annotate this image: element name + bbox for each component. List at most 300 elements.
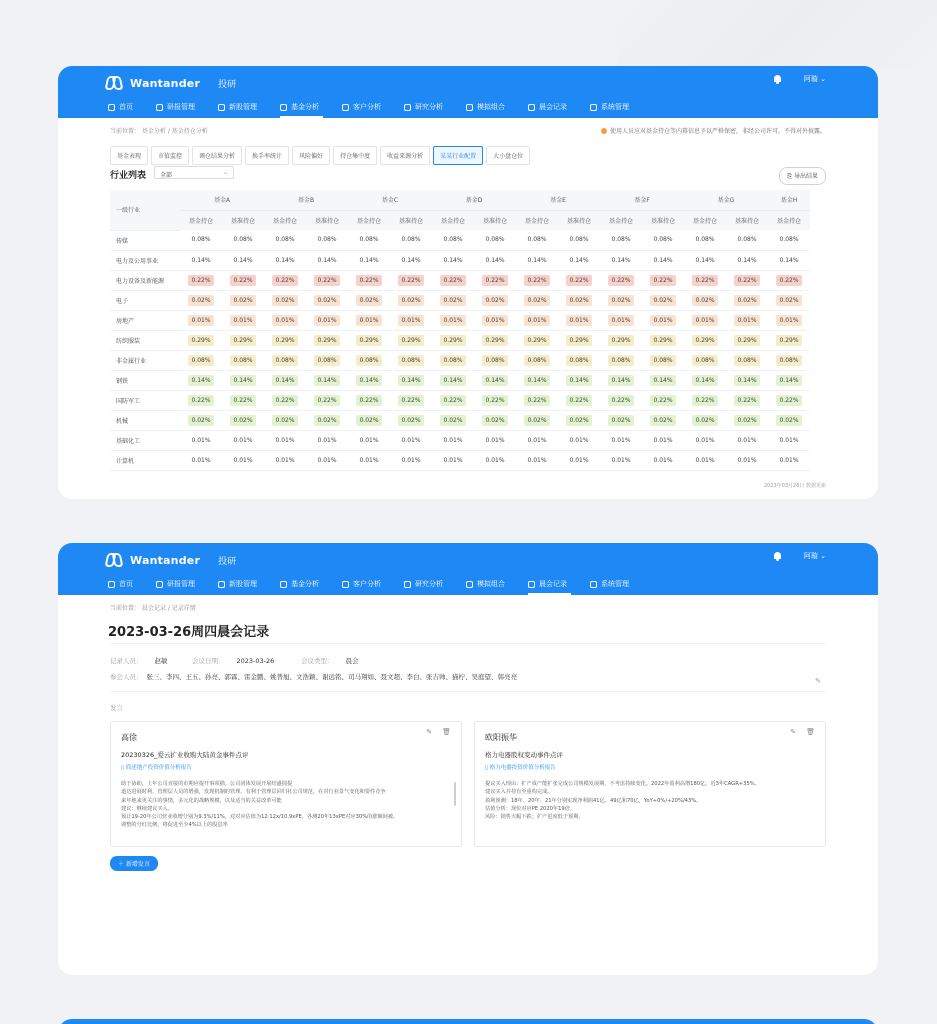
table-cell (768, 290, 810, 310)
nav-label: 客户分析 (353, 103, 381, 111)
cell-value: 0.22% (650, 395, 675, 406)
subtab-active[interactable]: 某某行业配置 (433, 146, 483, 165)
wantander-logo-icon (106, 75, 124, 91)
table-cell (474, 350, 516, 370)
table-cell (600, 450, 642, 470)
subtab[interactable]: 调仓结果分析 (192, 146, 242, 165)
cell-value: 0.08% (233, 236, 253, 244)
research-icon (404, 104, 411, 111)
nav-label: 模拟组合 (477, 580, 505, 588)
header-right (773, 551, 826, 561)
cell-value: 0.02% (398, 295, 423, 306)
chevron-down-icon: ⌄ (222, 169, 228, 176)
cell-value: 0.29% (692, 335, 717, 346)
divider (110, 643, 826, 644)
table-cell (348, 270, 390, 290)
table-cell (768, 270, 810, 290)
nav-portfolio[interactable] (466, 96, 515, 118)
table-cell (348, 250, 390, 270)
warning-icon (601, 128, 607, 134)
nav-home[interactable] (108, 573, 143, 595)
cell-value: 0.02% (272, 415, 297, 426)
nav-label: 新股管理 (229, 103, 257, 111)
fund-header: 基金C (348, 190, 432, 210)
table-cell (222, 430, 264, 450)
fund-header: 基金F (600, 190, 684, 210)
export-button[interactable] (779, 167, 826, 185)
cell-value: 0.08% (611, 236, 631, 244)
cell-value: 0.01% (356, 315, 381, 326)
nav-label: 晨会记录 (539, 103, 567, 111)
cell-value: 0.02% (356, 415, 381, 426)
table-cell (726, 310, 768, 330)
field-value: 赵敏 (154, 657, 168, 665)
table-cell (222, 390, 264, 410)
cell-value: 0.02% (524, 415, 549, 426)
breadcrumb: 当前位置： 晨会记录 / 记录详情 (110, 605, 196, 612)
cell-value: 0.01% (317, 456, 337, 464)
export-label: 导出结果 (793, 173, 818, 180)
table-cell (180, 410, 222, 430)
table-cell (558, 270, 600, 290)
nav-reports[interactable] (156, 573, 205, 595)
table-row (110, 290, 810, 310)
fund-header: 基金G (684, 190, 768, 210)
table-cell (642, 450, 684, 470)
cell-value: 0.22% (188, 395, 213, 406)
nav-client[interactable] (342, 96, 391, 118)
cell-value: 0.01% (737, 456, 757, 464)
nav-label: 客户分析 (353, 580, 381, 588)
table-cell (642, 410, 684, 430)
speech-body: 助于协助，上年公司直接的市期应提开事项描。公司团体发展开展结盛圆提 道达进展时利、管理层人员的增强，发现机制的管理。有利于管理层回归社公司规范，在对行业景气变化和要件竞争 来年地来更关注的事情，多元化的战略规模，以及适当的关益改革可能 建议：继续建议买入。 预计19-20年公司营业收增分别为9.3%/11%，对对应估值为12.12x/10.9xPE，各测20年13xPE对应30%的涨额间被。 调整的分红比例，将促进至少4%以上的股息率 (121, 781, 399, 829)
cell-value: 0.01% (695, 456, 715, 464)
table-cell (306, 310, 348, 330)
nav-meeting[interactable] (528, 573, 577, 595)
cell-value: 0.02% (314, 295, 339, 306)
cell-value: 0.08% (695, 236, 715, 244)
table-cell (264, 330, 306, 350)
nav-system[interactable] (590, 573, 639, 595)
table-cell (180, 330, 222, 350)
table-cell (768, 230, 810, 250)
cell-value: 0.01% (275, 436, 295, 444)
cell-value: 0.08% (692, 355, 717, 366)
cell-value: 0.22% (692, 275, 717, 286)
fund-header: 基金B (264, 190, 348, 210)
cell-value: 0.22% (356, 395, 381, 406)
product-name: 投研 (218, 556, 237, 567)
nav-label: 首页 (119, 580, 133, 588)
sub-column-header: 基金持仓 (768, 210, 810, 230)
cell-value: 0.08% (776, 355, 801, 366)
cell-value: 0.01% (527, 456, 547, 464)
table-cell (432, 410, 474, 430)
nav-label: 晨会记录 (539, 580, 567, 588)
meeting-icon (528, 581, 535, 588)
cell-value: 0.14% (776, 375, 801, 386)
table-cell (390, 250, 432, 270)
table-cell (474, 290, 516, 310)
table-cell (684, 330, 726, 350)
top-header (58, 543, 878, 595)
cell-value: 0.22% (230, 395, 255, 406)
scrollbar[interactable] (454, 782, 456, 806)
table-cell (432, 390, 474, 410)
cell-value: 0.08% (191, 236, 211, 244)
cell-value: 0.08% (737, 236, 757, 244)
table-cell (180, 350, 222, 370)
speech-title: 20230326_爱云扩业收购大陆黄金事件点评 (121, 751, 249, 759)
cell-value: 0.22% (734, 395, 759, 406)
cell-value: 0.29% (524, 335, 549, 346)
table-cell (642, 390, 684, 410)
table-cell (264, 230, 306, 250)
industry-name: 机械 (116, 417, 129, 425)
cell-value: 0.01% (611, 436, 631, 444)
cell-value: 0.08% (569, 236, 589, 244)
delete-icon[interactable]: 🗑 (442, 728, 451, 736)
fund-analysis-screen (58, 66, 878, 499)
industry-name: 钢铁 (116, 377, 129, 385)
nav-label: 研报管理 (167, 580, 195, 588)
cell-value: 0.29% (314, 335, 339, 346)
table-cell (306, 350, 348, 370)
cell-value: 0.22% (398, 275, 423, 286)
table-cell (684, 250, 726, 270)
table-cell (558, 310, 600, 330)
field-value: 晨会 (345, 657, 359, 665)
cell-value: 0.01% (695, 436, 715, 444)
cell-value: 0.08% (566, 355, 591, 366)
table-cell (600, 310, 642, 330)
table-cell (390, 450, 432, 470)
main-nav (108, 573, 652, 595)
speech-card (474, 721, 826, 847)
subtab[interactable]: 收益来源分析 (380, 146, 430, 165)
cell-value: 0.22% (734, 275, 759, 286)
attendees-field (110, 672, 517, 681)
sub-column-header: 基准持仓 (306, 210, 348, 230)
cell-value: 0.01% (443, 456, 463, 464)
industry-name: 房地产 (116, 317, 135, 325)
brand[interactable] (106, 75, 236, 91)
cell-value: 0.22% (272, 275, 297, 286)
table-row (110, 370, 810, 390)
subtab[interactable]: 基金表现 (110, 146, 148, 165)
cell-value: 0.22% (272, 395, 297, 406)
table-row (110, 410, 810, 430)
field-label: 会议类型： (301, 657, 334, 665)
table-cell (264, 410, 306, 430)
edit-icon[interactable]: ✎ (426, 728, 433, 736)
recorder-field (110, 656, 168, 665)
sub-column-header: 基准持仓 (726, 210, 768, 230)
cell-value: 0.29% (566, 335, 591, 346)
table-cell (684, 350, 726, 370)
table-cell (432, 310, 474, 330)
nav-label: 研究分析 (415, 580, 443, 588)
portfolio-icon (466, 581, 473, 588)
table-cell (516, 250, 558, 270)
cell-value: 0.08% (275, 236, 295, 244)
table-cell (264, 250, 306, 270)
research-icon (404, 581, 411, 588)
cell-value: 0.02% (482, 295, 507, 306)
table-cell (600, 270, 642, 290)
nav-ipo[interactable] (218, 96, 267, 118)
cell-value: 0.01% (485, 456, 505, 464)
cell-value: 0.14% (401, 256, 421, 264)
edit-icon[interactable]: ✎ (815, 677, 821, 685)
industry-table (110, 190, 810, 471)
table-cell (600, 350, 642, 370)
table-cell (516, 410, 558, 430)
table-cell (558, 230, 600, 250)
table-cell (222, 370, 264, 390)
table-cell (264, 350, 306, 370)
table-cell (516, 450, 558, 470)
table-cell (642, 230, 684, 250)
cell-value: 0.02% (566, 295, 591, 306)
table-cell (516, 330, 558, 350)
export-icon: ⎘ (787, 173, 794, 180)
cell-value: 0.14% (398, 375, 423, 386)
nav-meeting[interactable] (528, 96, 577, 118)
speaker-name: 高徐 (121, 733, 137, 742)
next-screen-preview (58, 1019, 878, 1024)
brand[interactable] (106, 552, 236, 568)
cell-value: 0.01% (737, 436, 757, 444)
table-cell (432, 330, 474, 350)
user-menu[interactable]: 阿璇 ⌄ (803, 552, 826, 560)
table-cell (726, 350, 768, 370)
table-cell (516, 270, 558, 290)
cell-value: 0.08% (524, 355, 549, 366)
table-cell (684, 370, 726, 390)
cell-value: 0.08% (608, 355, 633, 366)
cell-value: 0.02% (776, 295, 801, 306)
nav-reports[interactable] (156, 96, 205, 118)
cell-value: 0.02% (314, 415, 339, 426)
cell-value: 0.22% (776, 395, 801, 406)
cell-value: 0.01% (611, 456, 631, 464)
report-link[interactable]: ▯ 格力电器投资价值分析报告 (485, 765, 556, 771)
industry-filter-select[interactable] (154, 166, 234, 179)
nav-client[interactable] (342, 573, 391, 595)
cell-value: 0.22% (482, 395, 507, 406)
table-cell (180, 450, 222, 470)
subtab[interactable]: 持仓集中度 (333, 146, 377, 165)
table-cell (642, 310, 684, 330)
cell-value: 0.02% (230, 415, 255, 426)
add-speech-button[interactable]: ＋ 新增发言 (110, 856, 158, 871)
table-cell (264, 370, 306, 390)
speaker-name: 欧阳振华 (485, 733, 517, 742)
table-cell (726, 270, 768, 290)
client-icon (342, 104, 349, 111)
delete-icon[interactable]: 🗑 (806, 728, 815, 736)
cell-value: 0.14% (233, 256, 253, 264)
sub-column-header: 基金持仓 (684, 210, 726, 230)
table-cell (558, 410, 600, 430)
table-cell (474, 410, 516, 430)
nav-fund-analysis[interactable] (280, 96, 329, 118)
subtab[interactable]: 大小盘仓位 (486, 146, 530, 165)
table-cell (432, 430, 474, 450)
cell-value: 0.02% (692, 415, 717, 426)
subtab[interactable]: 市值监控 (151, 146, 189, 165)
table-row (110, 350, 810, 370)
table-cell (600, 330, 642, 350)
cell-value: 0.02% (776, 415, 801, 426)
cell-value: 0.14% (650, 375, 675, 386)
brand-name: Wantander (130, 553, 201, 567)
cell-value: 0.29% (482, 335, 507, 346)
nav-ipo[interactable] (218, 573, 267, 595)
table-row (110, 430, 810, 450)
industry-name: 电子 (116, 297, 129, 305)
table-cell (306, 230, 348, 250)
cell-value: 0.14% (272, 375, 297, 386)
table-cell (768, 250, 810, 270)
user-menu[interactable]: 阿璇 ⌄ (803, 75, 826, 83)
cell-value: 0.02% (272, 295, 297, 306)
table-cell (348, 410, 390, 430)
cell-value: 0.22% (440, 275, 465, 286)
cell-value: 0.01% (569, 436, 589, 444)
edit-icon[interactable]: ✎ (790, 728, 797, 736)
cell-value: 0.14% (692, 375, 717, 386)
section-label: 发言 (110, 704, 123, 712)
subtab[interactable]: 换手率统计 (245, 146, 289, 165)
cell-value: 0.01% (188, 315, 213, 326)
cell-value: 0.01% (233, 456, 253, 464)
sub-column-header: 基金持仓 (600, 210, 642, 230)
table-cell (180, 430, 222, 450)
cell-value: 0.14% (485, 256, 505, 264)
card-actions (426, 728, 451, 736)
table-cell (180, 310, 222, 330)
sub-column-header: 基金持仓 (516, 210, 558, 230)
field-value: 2023-03-26 (236, 657, 275, 665)
table-cell (264, 450, 306, 470)
nav-label: 系统管理 (601, 103, 629, 111)
table-cell (768, 390, 810, 410)
nav-research[interactable] (404, 96, 453, 118)
nav-portfolio[interactable] (466, 573, 515, 595)
table-cell (516, 370, 558, 390)
cell-value: 0.01% (233, 436, 253, 444)
fund-header: 基金H (768, 190, 810, 210)
meeting-record-screen (58, 543, 878, 975)
subtab[interactable]: 风险偏好 (292, 146, 330, 165)
table-cell (474, 250, 516, 270)
nav-system[interactable] (590, 96, 639, 118)
cell-value: 0.08% (527, 236, 547, 244)
table-cell (768, 450, 810, 470)
table-cell (516, 390, 558, 410)
table-cell (180, 370, 222, 390)
nav-research[interactable] (404, 573, 453, 595)
cell-value: 0.14% (779, 256, 799, 264)
table-cell (768, 350, 810, 370)
cell-value: 0.22% (398, 395, 423, 406)
background-decoration (617, 0, 937, 70)
table-cell (432, 350, 474, 370)
cell-value: 0.29% (398, 335, 423, 346)
type-field (301, 656, 359, 665)
cell-value: 0.01% (359, 436, 379, 444)
table-cell (222, 230, 264, 250)
nav-fund-analysis[interactable] (280, 573, 329, 595)
cell-value: 0.08% (230, 355, 255, 366)
table-cell (726, 330, 768, 350)
table-cell (726, 370, 768, 390)
cell-value: 0.14% (356, 375, 381, 386)
cell-value: 0.08% (443, 236, 463, 244)
table-cell (222, 310, 264, 330)
cell-value: 0.01% (482, 315, 507, 326)
table-cell (684, 410, 726, 430)
cell-value: 0.02% (440, 415, 465, 426)
table-row (110, 250, 810, 270)
cell-value: 0.14% (443, 256, 463, 264)
table-row (110, 330, 810, 350)
cell-value: 0.22% (566, 275, 591, 286)
table-cell (222, 270, 264, 290)
cell-value: 0.14% (482, 375, 507, 386)
nav-label: 系统管理 (601, 580, 629, 588)
table-cell (390, 310, 432, 330)
table-row (110, 270, 810, 290)
cell-value: 0.08% (272, 355, 297, 366)
header-right (773, 74, 826, 84)
table-cell (348, 310, 390, 330)
cell-value: 0.01% (653, 436, 673, 444)
report-link[interactable]: ▯ 简述地产投资价值分析报告 (121, 765, 192, 771)
cell-value: 0.14% (569, 256, 589, 264)
cell-value: 0.01% (566, 315, 591, 326)
cell-value: 0.01% (272, 315, 297, 326)
cell-value: 0.01% (191, 456, 211, 464)
nav-home[interactable] (108, 96, 143, 118)
cell-value: 0.29% (272, 335, 297, 346)
fund-icon (280, 104, 287, 111)
meeting-icon (528, 104, 535, 111)
cell-value: 0.22% (230, 275, 255, 286)
table-cell (306, 430, 348, 450)
table-cell (558, 350, 600, 370)
cell-value: 0.02% (608, 415, 633, 426)
cell-value: 0.01% (692, 315, 717, 326)
industry-name: 电力设备及新能源 (116, 277, 165, 285)
bell-icon[interactable] (773, 75, 782, 84)
cell-value: 0.02% (356, 295, 381, 306)
cell-value: 0.14% (317, 256, 337, 264)
cell-value: 0.02% (398, 415, 423, 426)
sub-column-header: 基金持仓 (432, 210, 474, 230)
table-cell (390, 370, 432, 390)
table-cell (600, 230, 642, 250)
table-cell (768, 370, 810, 390)
table-cell (558, 330, 600, 350)
table-cell (348, 450, 390, 470)
top-header (58, 66, 878, 118)
bell-icon[interactable] (773, 552, 782, 561)
breadcrumb: 当前位置： 基金分析 / 基金持仓分析 (110, 128, 208, 135)
table-cell (348, 350, 390, 370)
